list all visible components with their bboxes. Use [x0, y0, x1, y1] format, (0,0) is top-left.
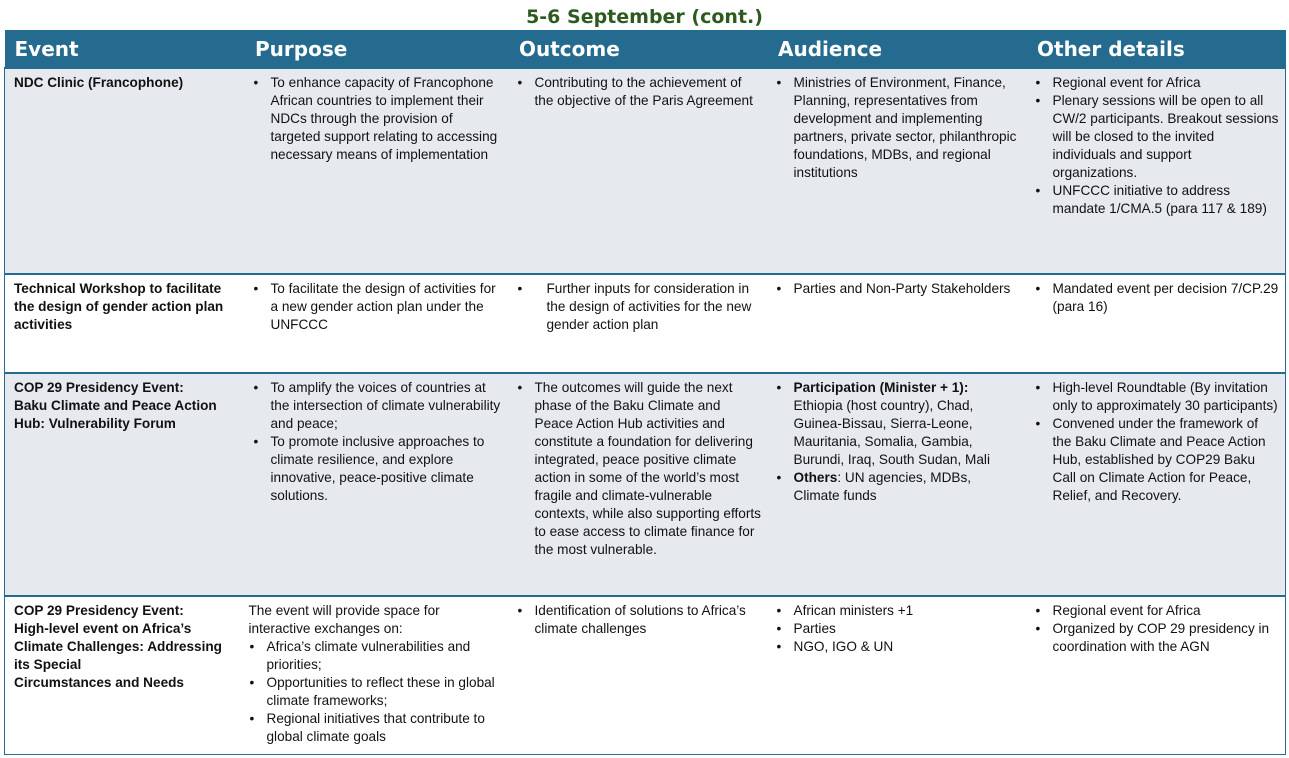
list-item [776, 379, 1021, 469]
event-name: Technical Workshop to facilitate the design of gender action plan activities [14, 281, 224, 332]
list-item: • Organized by COP 29 presidency in coordination with the AGN [1035, 620, 1280, 656]
outcome-cell [509, 274, 768, 373]
audience-text: : UN agencies, MDBs, Climate funds [793, 470, 972, 503]
list-item: • Convened under the framework of the Baku Climate and Peace Action Hub, established by COP29 Baku Call on Climate Action for Peace, Relief, and Recovery. [1035, 415, 1280, 505]
list-item: • High-level Roundtable (By invitation only to approximately 30 participants) [1035, 379, 1280, 415]
list-item [776, 469, 1021, 505]
header-purpose: Purpose [245, 30, 509, 68]
list-item: • Regional event for Africa [1035, 602, 1280, 620]
event-name: COP 29 Presidency Event: [14, 380, 184, 395]
audience-label: Others [793, 470, 838, 485]
table-row [5, 68, 1286, 274]
purpose-cell [245, 68, 509, 274]
list-item: • Mandated event per decision 7/CP.29 (para 16) [1035, 280, 1280, 316]
audience-cell [768, 596, 1027, 754]
purpose-cell [245, 274, 509, 373]
outcome-cell [509, 596, 768, 754]
header-audience: Audience [768, 30, 1027, 68]
event-name: Circumstances and Needs [14, 675, 184, 690]
audience-cell [768, 68, 1027, 274]
list-item: • Ministries of Environment, Finance, Planning, representatives from development and implementing partners, private sector, philanthropic foundations, MDBs, and regional institutions [776, 74, 1021, 182]
list-item: • Identification of solutions to Africa’s climate challenges [517, 602, 762, 638]
list-item: • The outcomes will guide the next phase of the Baku Climate and Peace Action Hub activities and constitute a foundation for delivering integrated, peace positive climate action in some of the world’s most fragile and climate-vulnerable contexts, while also supporting efforts to ease access to climate finance for the most vulnerable. [517, 379, 762, 559]
list-item: • Africa’s climate vulnerabilities and priorities; [249, 638, 503, 674]
details-cell [1027, 373, 1286, 596]
details-cell [1027, 596, 1286, 754]
outcome-cell [509, 373, 768, 596]
list-item: • Regional event for Africa [1035, 74, 1280, 92]
table-row [5, 596, 1286, 754]
header-event: Event [5, 30, 245, 68]
list-item: • To facilitate the design of activities for a new gender action plan under the UNFCCC [253, 280, 503, 334]
purpose-cell [245, 596, 509, 754]
list-item: • Plenary sessions will be open to all CW/2 participants. Breakout sessions will be closed to the invited individuals and support organizations. [1035, 92, 1280, 182]
header-outcome: Outcome [509, 30, 768, 68]
list-item: • Regional initiatives that contribute to global climate goals [249, 710, 503, 746]
event-name: High-level event on Africa’s Climate Challenges: Addressing its Special [14, 621, 222, 672]
event-cell [5, 274, 245, 373]
list-item: • Contributing to the achievement of the objective of the Paris Agreement [517, 74, 762, 110]
event-name: Baku Climate and Peace Action Hub: Vulnerability Forum [14, 398, 217, 431]
audience-text: Ethiopia (host country), Chad, Guinea-Bissau, Sierra-Leone, Mauritania, Somalia, Gambia, Burundi, Iraq, South Sudan, Mali [793, 398, 990, 467]
audience-cell [768, 373, 1027, 596]
list-item: • Further inputs for consideration in the design of activities for the new gender action plan [517, 280, 762, 334]
table-row [5, 373, 1286, 596]
list-item: • NGO, IGO & UN [776, 638, 1021, 656]
event-cell [5, 596, 245, 754]
list-item: • Parties [776, 620, 1021, 638]
event-cell [5, 68, 245, 274]
page-title: 5-6 September (cont.) [526, 6, 763, 28]
list-item: • To enhance capacity of Francophone African countries to implement their NDCs through the provision of targeted support relating to accessing necessary means of implementation [253, 74, 503, 164]
event-name: NDC Clinic (Francophone) [14, 75, 184, 90]
list-item: • To amplify the voices of countries at the intersection of climate vulnerability and peace; [253, 379, 503, 433]
details-cell [1027, 68, 1286, 274]
table-row [5, 274, 1286, 373]
audience-label: Participation (Minister + 1): [793, 380, 969, 395]
event-name: COP 29 Presidency Event: [14, 603, 184, 618]
list-item: • To promote inclusive approaches to climate resilience, and explore innovative, peace-positive climate solutions. [253, 433, 503, 505]
header-other-details: Other details [1027, 30, 1286, 68]
audience-cell [768, 274, 1027, 373]
details-cell [1027, 274, 1286, 373]
list-item: • UNFCCC initiative to address mandate 1/CMA.5 (para 117 & 189) [1035, 182, 1280, 218]
list-item: • African ministers +1 [776, 602, 1021, 620]
purpose-cell [245, 373, 509, 596]
purpose-intro: The event will provide space for interactive exchanges on: [248, 603, 440, 636]
event-cell [5, 373, 245, 596]
schedule-table [4, 30, 1286, 755]
header-row [5, 30, 1286, 68]
outcome-cell [509, 68, 768, 274]
list-item: • Opportunities to reflect these in global climate frameworks; [249, 674, 503, 710]
list-item: • Parties and Non-Party Stakeholders [776, 280, 1021, 298]
